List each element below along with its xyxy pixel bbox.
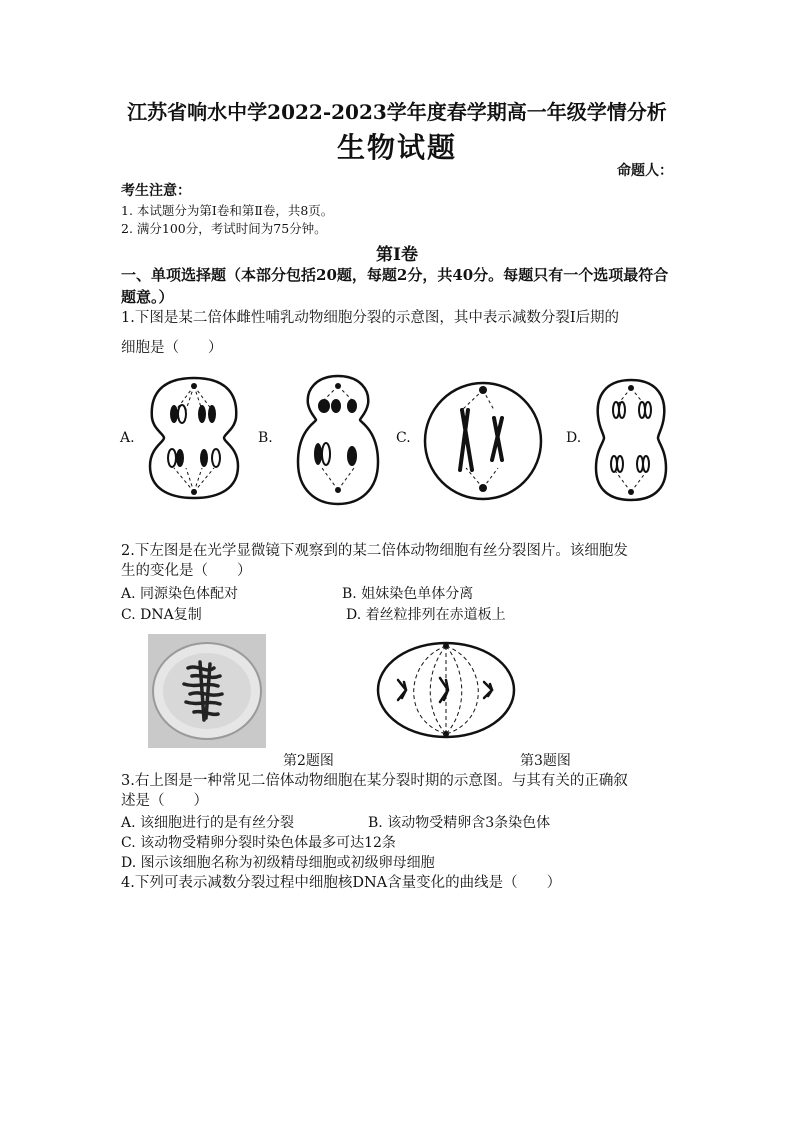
fig2-caption: 第2题图 [283, 753, 334, 769]
notice-line-1: 1. 本试题分为第Ⅰ卷和第Ⅱ卷，共8页。 [121, 203, 334, 218]
q2-option-a: A. 同源染色体配对 [121, 586, 239, 602]
q3-stem-line-1: 3.右上图是一种常见二倍体动物细胞在某分裂时期的示意图。与其有关的正确叙 [121, 773, 628, 789]
q3-stem-line-2: 述是（ ） [121, 793, 208, 809]
author-label: 命题人： [617, 163, 673, 179]
volume-heading: 第Ⅰ卷 [376, 245, 418, 265]
fig2-micrograph [148, 634, 266, 748]
q1-cell-d-diagram [590, 376, 672, 504]
q2-stem-line-2: 生的变化是（ ） [121, 563, 252, 579]
q3-option-a: A. 该细胞进行的是有丝分裂 [121, 815, 295, 831]
q3-option-d: D. 图示该细胞名称为初级精母细胞或初级卵母细胞 [121, 855, 435, 871]
q1-cell-a-diagram [146, 374, 242, 502]
q2-stem-line-1: 2.下左图是在光学显微镜下观察到的某二倍体动物细胞有丝分裂图片。该细胞发 [121, 543, 628, 559]
q2-option-c: C. DNA复制 [121, 607, 202, 623]
notice-heading: 考生注意： [121, 183, 191, 199]
fig3-cell-diagram [376, 640, 516, 740]
q1-stem-line-1: 1.下图是某二倍体雌性哺乳动物细胞分裂的示意图，其中表示减数分裂Ⅰ后期的 [121, 310, 620, 326]
q1-cell-b-diagram [294, 372, 382, 508]
q3-option-c: C. 该动物受精卵分裂时染色体最多可达12条 [121, 835, 396, 851]
q1-label-b: B. [258, 430, 273, 446]
notice-line-2: 2. 满分100分，考试时间为75分钟。 [121, 221, 327, 236]
exam-subject-title: 生物试题 [336, 131, 457, 164]
q1-label-d: D. [566, 430, 582, 446]
q2-option-d: D. 着丝粒排列在赤道板上 [346, 607, 506, 623]
q1-cell-c-diagram [422, 380, 544, 502]
exam-school-title: 江苏省响水中学2022-2023学年度春学期高一年级学情分析 [127, 100, 667, 124]
q1-stem-line-2: 细胞是（ ） [121, 340, 223, 356]
q3-option-b: B. 该动物受精卵含3条染色体 [368, 815, 551, 831]
section-heading: 一、单项选择题（本部分包括20题，每题2分，共40分。每题只有一个选项最符合题意。） [121, 266, 669, 306]
q1-label-a: A. [120, 430, 135, 446]
q2-option-b: B. 姐妹染色单体分离 [342, 586, 474, 602]
q4-stem: 4.下列可表示减数分裂过程中细胞核DNA含量变化的曲线是（ ） [121, 875, 562, 891]
fig3-caption: 第3题图 [520, 753, 571, 769]
q1-label-c: C. [396, 430, 411, 446]
